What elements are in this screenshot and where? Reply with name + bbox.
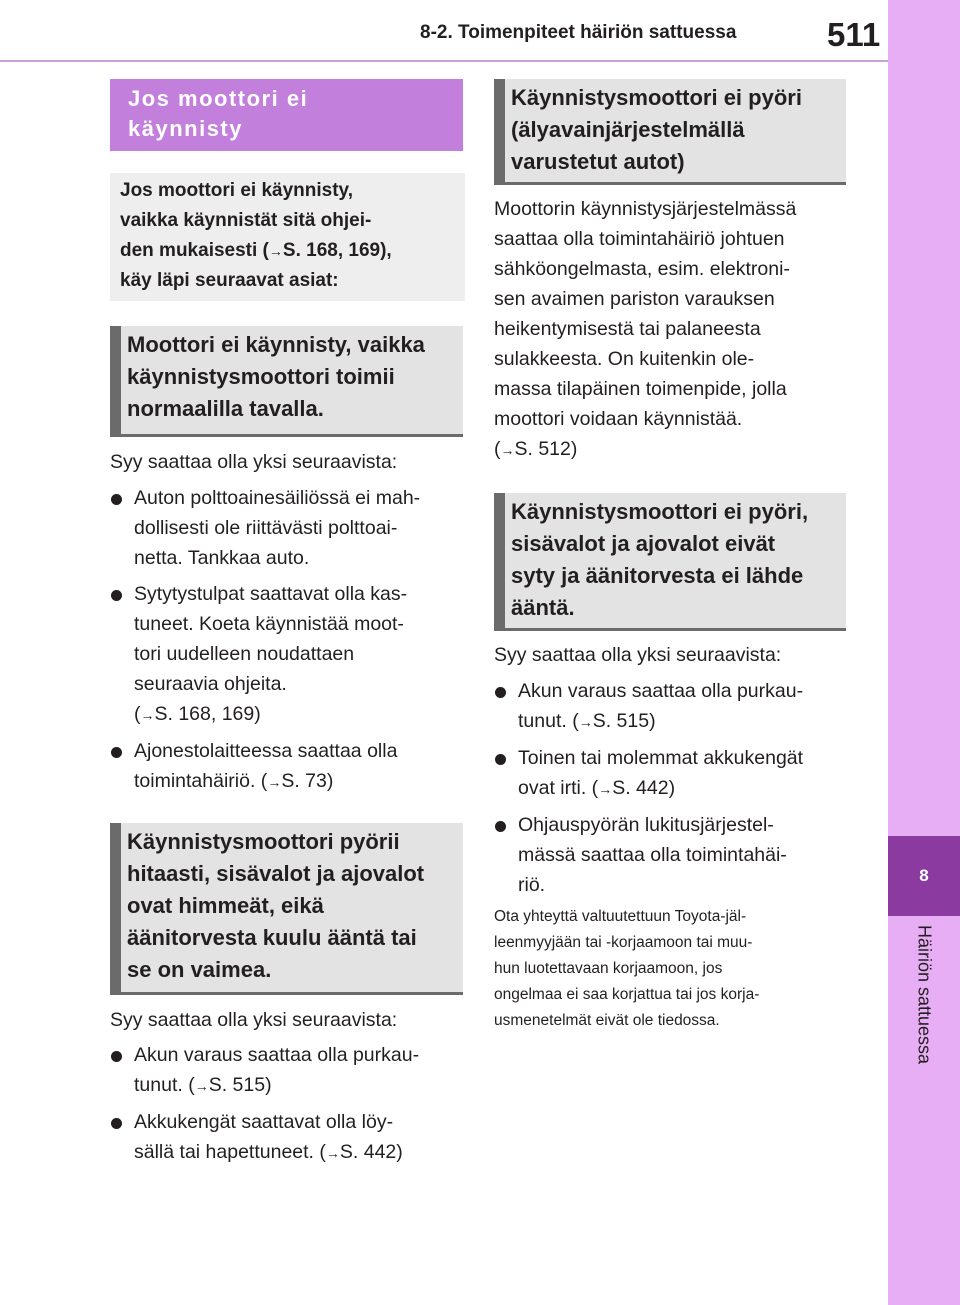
paragraph-starter-malfunction (494, 194, 854, 465)
list-item-line (134, 1137, 465, 1168)
list-item-line: Akun varaus saattaa olla purkau- (518, 680, 804, 702)
subheading-line: Käynnistysmoottori pyörii (127, 829, 400, 854)
page-ref-link[interactable]: S. 512) (514, 438, 578, 460)
list-item-line: (→S. 168, 169) (134, 703, 261, 725)
list-item-line: Ajonestolaitteessa saattaa olla (134, 740, 398, 762)
paragraph-line: moottori voidaan käynnistää. (494, 408, 743, 430)
section-title-line: Jos moottori ei (128, 86, 309, 111)
list-item-line: Sytytystulpat saattavat olla kas- (134, 583, 408, 605)
cause-intro: Syy saattaa olla yksi seuraavista: (110, 1009, 398, 1031)
list-item-line: Akun varaus saattaa olla purkau- (134, 1044, 420, 1066)
chapter-label-container (888, 925, 960, 1095)
list-item-line (134, 766, 465, 797)
list-item-line: Akkukengät saattavat olla löy- (134, 1111, 394, 1133)
list-item-text: ovat irti. ( (518, 777, 599, 799)
subheading-line: Käynnistysmoottori ei pyöri (511, 85, 802, 110)
chapter-number: 8 (919, 866, 929, 885)
list-item (110, 579, 465, 730)
page-ref-link[interactable]: S. 442) (339, 1141, 403, 1163)
page-ref-link[interactable]: S. 442) (612, 777, 676, 799)
paragraph-line: massa tilapäinen toimenpide, jolla (494, 378, 787, 400)
subheading-line: ovat himmeät, eikä (127, 893, 324, 918)
list-item-line (518, 706, 854, 737)
list-item (494, 810, 854, 900)
arrow-icon: → (598, 781, 613, 797)
cause-intro: Syy saattaa olla yksi seuraavista: (494, 644, 782, 666)
list-item-line: tuneet. Koeta käynnistää moot- (134, 613, 404, 635)
intro-box (110, 173, 465, 301)
subheading-slow-starter (110, 823, 463, 995)
subheading-line: ääntä. (511, 595, 575, 620)
subheading-line: käynnistysmoottori toimii (127, 364, 395, 389)
arrow-icon: → (325, 1145, 340, 1161)
subheading-line: Moottori ei käynnisty, vaikka (127, 332, 425, 357)
bullet-icon (111, 1118, 122, 1129)
subheading-line: äänitorvesta kuulu ääntä tai (127, 925, 417, 950)
paragraph-line: (→S. 512) (494, 438, 578, 460)
subheading-line: hitaasti, sisävalot ja ajovalot (127, 861, 425, 886)
intro-line: vaikka käynnistät sitä ohjei- (120, 210, 372, 231)
list-item-text: tunut. ( (134, 1074, 195, 1096)
cause-intro: Syy saattaa olla yksi seuraavista: (110, 451, 398, 473)
subheading-line: varustetut autot) (511, 149, 685, 174)
bullet-list (494, 676, 854, 906)
bullet-icon (495, 754, 506, 765)
subheading-line: syty ja äänitorvesta ei lähde (511, 563, 804, 588)
list-item (110, 1040, 465, 1101)
subheading-line: Käynnistysmoottori ei pyöri, (511, 499, 809, 524)
list-item (110, 1107, 465, 1168)
subheading-no-power (494, 493, 846, 631)
page-number: 511 (827, 16, 881, 53)
chapter-number-badge (888, 836, 960, 916)
list-item-line: mässä saattaa olla toimintahäi- (518, 844, 787, 866)
note-line: usmenetelmät eivät ole tiedossa. (494, 1012, 720, 1029)
bullet-icon (111, 1051, 122, 1062)
list-item-text: sällä tai hapettuneet. ( (134, 1141, 326, 1163)
arrow-icon: → (268, 243, 283, 259)
arrow-icon: → (140, 707, 155, 723)
list-item (494, 676, 854, 737)
list-item-line: riö. (518, 874, 546, 896)
bullet-icon (111, 747, 122, 758)
header-divider (0, 60, 888, 62)
arrow-icon: → (267, 774, 282, 790)
bullet-list (110, 483, 465, 803)
paragraph-line: sähköongelmasta, esim. elektroni- (494, 258, 790, 280)
list-item-line: Auton polttoainesäiliössä ei mah- (134, 487, 421, 509)
bullet-icon (111, 494, 122, 505)
list-item (110, 483, 465, 573)
chapter-label: Häiriön sattuessa (914, 925, 935, 1065)
list-item-line: Ohjauspyörän lukitusjärjestel- (518, 814, 774, 836)
section-title-line: käynnisty (128, 116, 243, 141)
note-line: ongelmaa ei saa korjattua tai jos korja- (494, 986, 760, 1003)
bullet-icon (495, 821, 506, 832)
list-item-text: toimintahäiriö. ( (134, 770, 268, 792)
subheading-line: normaalilla tavalla. (127, 396, 324, 421)
section-title (110, 79, 463, 151)
intro-text: den mukaisesti ( (120, 240, 269, 261)
subheading-line: se on vaimea. (127, 957, 272, 982)
list-item-line: seuraavia ohjeita. (134, 673, 287, 695)
bullet-list (110, 1040, 465, 1174)
list-item-line (134, 1070, 465, 1101)
header-title: 8-2. Toimenpiteet häiriön sattuessa (420, 22, 737, 43)
page-ref-link[interactable]: S. 168, 169) (154, 703, 261, 725)
bullet-icon (495, 687, 506, 698)
page-ref-link[interactable]: S. 73) (281, 770, 334, 792)
page-ref-link[interactable]: S. 168, 169), (282, 240, 392, 261)
paragraph-line: sulakkeesta. On kuitenkin ole- (494, 348, 755, 370)
arrow-icon: → (194, 1078, 209, 1094)
arrow-icon: → (578, 714, 593, 730)
subheading-line: sisävalot ja ajovalot eivät (511, 531, 776, 556)
note-line: hun luotettavaan korjaamoon, jos (494, 960, 723, 977)
paragraph-line: sen avaimen pariston varauksen (494, 288, 775, 310)
intro-line: käy läpi seuraavat asiat: (120, 270, 339, 291)
paragraph-line: Moottorin käynnistysjärjestelmässä (494, 198, 797, 220)
list-item (110, 736, 465, 797)
subheading-engine-not-starting (110, 326, 463, 437)
contact-note (494, 904, 854, 1034)
list-item-line: dollisesti ole riittävästi polttoai- (134, 517, 398, 539)
subheading-line: (älyavainjärjestelmällä (511, 117, 745, 142)
list-item (494, 743, 854, 804)
list-item-line: tori uudelleen noudattaen (134, 643, 355, 665)
page-ref-link[interactable]: S. 515) (208, 1074, 272, 1096)
list-item-line (518, 773, 854, 804)
paragraph-line: heikentymisestä tai palaneesta (494, 318, 761, 340)
subheading-smart-key-starter (494, 79, 846, 185)
chapter-side-tab (888, 0, 960, 1305)
intro-line: Jos moottori ei käynnisty, (120, 180, 353, 201)
list-item-text: tunut. ( (518, 710, 579, 732)
list-item-line: Toinen tai molemmat akkukengät (518, 747, 804, 769)
intro-line (120, 236, 465, 266)
bullet-icon (111, 590, 122, 601)
page-ref-link[interactable]: S. 515) (592, 710, 656, 732)
list-item-line: netta. Tankkaa auto. (134, 547, 310, 569)
paragraph-line: saattaa olla toimintahäiriö johtuen (494, 228, 785, 250)
note-line: leenmyyjään tai -korjaamoon tai muu- (494, 934, 753, 951)
arrow-icon: → (500, 442, 515, 458)
note-line: Ota yhteyttä valtuutettuun Toyota-jäl- (494, 908, 747, 925)
